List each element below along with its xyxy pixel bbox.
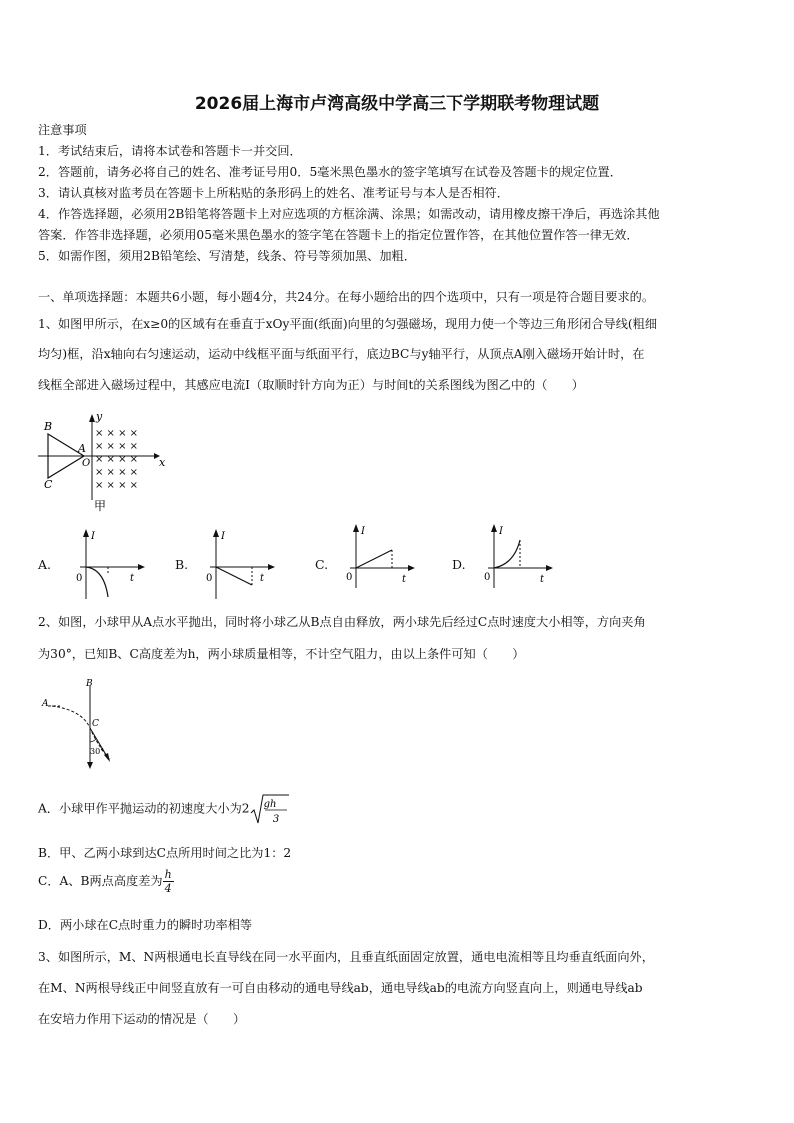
sqrt-denominator: 3 xyxy=(272,814,279,825)
origin-label: 0 xyxy=(346,572,353,583)
fraction-numerator: h xyxy=(164,868,172,881)
q2-option-a-text: A．小球甲作平抛运动的初速度大小为2 xyxy=(38,801,250,816)
label-y: y xyxy=(96,410,103,423)
q3-line-3: 在安培力作用下运动的情况是（ ） xyxy=(38,1012,246,1026)
q3-line-1: 3、如图所示，M、N两根通电长直导线在同一水平面内，且垂直纸面固定放置，通电电流相等且均垂直纸面向外， xyxy=(38,950,654,964)
q2-option-c-text: C．A、B两点高度差为 xyxy=(38,874,163,888)
page-title: 2026届上海市卢湾高级中学高三下学期联考物理试题 xyxy=(194,94,600,114)
notice-item-1: 1．考试结束后，请将本试卷和答题卡一并交回． xyxy=(38,144,302,158)
q1-option-c-label[interactable]: C. xyxy=(315,557,329,572)
notice-item-2: 2．答题前，请务必将自己的姓名、准考证号用0．5毫米黑色墨水的签字笔填写在试卷及答题卡的规定位置． xyxy=(38,165,622,179)
q1-option-d-label[interactable]: D. xyxy=(452,557,466,572)
q2-line-1: 2、如图，小球甲从A点水平抛出，同时将小球乙从B点自由释放，两小球先后经过C点时速度大小相等，方向夹角 xyxy=(38,615,646,629)
axis-t-label: t xyxy=(402,574,407,585)
label-A: A xyxy=(42,699,49,709)
notice-item-4: 4．作答选择题，必须用2B铅笔将答题卡上对应选项的方框涂满、涂黑；如需改动，请用橡皮擦干净后，再选涂其他 xyxy=(38,207,660,221)
q1-option-a-label[interactable]: A. xyxy=(38,557,52,572)
q3-line-2: 在M、N两根导线正中间竖直放有一可自由移动的通电导线ab，通电导线ab的电流方向竖直向上，则通电导线ab xyxy=(38,981,643,995)
label-C: C xyxy=(92,719,99,729)
q1-option-b-label[interactable]: B. xyxy=(175,557,189,572)
q2-option-b[interactable]: B．甲、乙两小球到达C点所用时间之比为1：2 xyxy=(38,846,292,860)
sqrt-numerator: gh xyxy=(263,799,276,810)
svg-text:× × × ×: × × × × xyxy=(95,467,139,478)
svg-text:× × × ×: × × × × xyxy=(95,441,139,452)
label-A: A xyxy=(78,442,86,455)
label-B: B xyxy=(44,420,53,433)
axis-I-label: I xyxy=(221,531,225,542)
notice-item-5: 5．如需作图，须用2B铅笔绘、写清楚，线条、符号等须加黑、加粗． xyxy=(38,249,416,263)
axis-I-label: I xyxy=(91,531,95,542)
magnetic-field-crosses xyxy=(95,428,138,491)
svg-text:× × × ×: × × × × xyxy=(95,428,139,439)
axis-t-label: t xyxy=(260,573,265,584)
q2-figure xyxy=(38,676,118,772)
notice-item-3: 3．请认真核对监考员在答题卡上所粘贴的条形码上的姓名、准考证号与本人是否相符． xyxy=(38,186,509,200)
angle-label: 30° xyxy=(90,747,105,756)
q2-option-d[interactable]: D．两小球在C点时重力的瞬时功率相等 xyxy=(38,918,253,932)
sqrt-icon xyxy=(250,793,290,825)
label-O: O xyxy=(82,458,91,469)
notice-item-4-cont: 答案．作答非选择题，必须用05毫米黑色墨水的签字笔在答题卡上的指定位置作答，在其他位置作答一律无效． xyxy=(38,228,639,242)
svg-text:× × × ×: × × × × xyxy=(95,454,139,465)
axis-t-label: t xyxy=(130,573,135,584)
q1-option-a-graph xyxy=(70,527,150,603)
origin-label: 0 xyxy=(206,573,213,584)
q1-option-b-graph xyxy=(200,527,280,603)
label-x: x xyxy=(159,456,166,469)
q1-line-2: 均匀)框，沿x轴向右匀速运动，运动中线框平面与纸面平行，底边BC与y轴平行，从顶点A刚入磁场开始计时，在 xyxy=(38,347,645,361)
axis-I-label: I xyxy=(361,526,365,537)
svg-text:× × × ×: × × × × xyxy=(95,480,139,491)
q1-line-3: 线框全部进入磁场过程中，其感应电流I（取顺时针方向为正）与时间t的关系图线为图乙中的（ ） xyxy=(38,378,584,392)
q2-line-2: 为30°，已知B、C高度差为h，两小球质量相等，不计空气阻力，由以上条件可知（ ） xyxy=(38,647,525,661)
section-heading: 一、单项选择题：本题共6小题，每小题4分，共24分。在每小题给出的四个选项中，只有一项是符合题目要求的。 xyxy=(38,290,655,304)
notice-heading: 注意事项 xyxy=(38,123,87,137)
label-C: C xyxy=(44,478,53,491)
origin-label: 0 xyxy=(76,573,83,584)
label-B: B xyxy=(86,679,93,689)
fraction-denominator: 4 xyxy=(164,882,172,895)
q2-option-c[interactable] xyxy=(38,868,174,895)
axis-I-label: I xyxy=(499,526,503,537)
figure-caption: 甲 xyxy=(94,499,107,513)
q1-option-d-graph xyxy=(478,522,558,598)
q1-option-c-graph xyxy=(340,522,420,598)
axis-t-label: t xyxy=(540,574,545,585)
fraction xyxy=(163,868,174,895)
q2-option-a[interactable] xyxy=(38,793,290,825)
q1-figure-jia xyxy=(38,408,168,514)
origin-label: 0 xyxy=(484,572,491,583)
q1-line-1: 1、如图甲所示，在x≥0的区域有在垂直于xOy平面(纸面)向里的匀强磁场，现用力使一个等边三角形闭合导线(粗细 xyxy=(38,317,658,331)
